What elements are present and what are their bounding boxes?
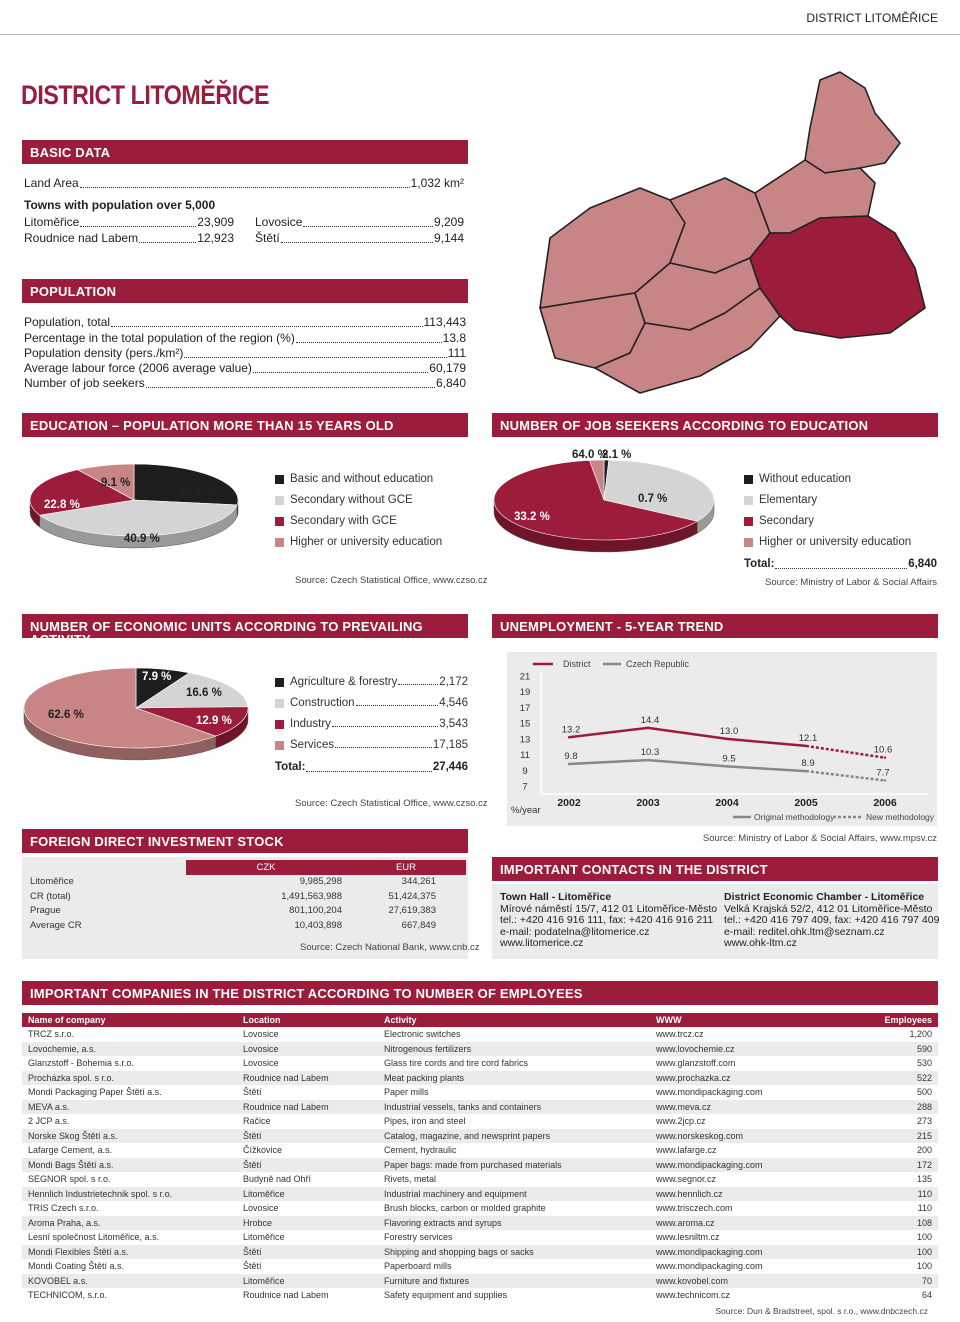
fdi-czk: 801,100,204: [289, 905, 342, 917]
col-name: Name of company: [22, 1013, 237, 1027]
company-activity: Pipes, iron and steel: [384, 1116, 466, 1127]
fdi-col-czk: CZK: [186, 860, 346, 875]
company-employees: 1,200: [909, 1029, 932, 1040]
company-location: Račice: [243, 1116, 271, 1127]
table-row: [22, 1187, 938, 1202]
company-activity: Shipping and shopping bags or sacks: [378, 1245, 650, 1260]
fdi-name: Prague: [30, 905, 61, 917]
contact-phone: tel.: +420 416 797 409, fax: +420 416 797 409: [724, 914, 940, 926]
education-source: Source: Czech Statistical Office, www.czso.cz: [295, 575, 488, 586]
fdi-czk: 1,491,563,988: [281, 890, 342, 902]
table-row: [22, 1259, 938, 1274]
companies-header: IMPORTANT COMPANIES IN THE DISTRICT ACCORDING TO NUMBER OF EMPLOYEES: [22, 981, 938, 1005]
map-region-north: [805, 72, 900, 173]
unemployment-line-chart: [507, 652, 937, 826]
legend-item: Agriculture & forestry 2,172: [275, 676, 468, 688]
series-point: [805, 745, 807, 747]
company-www[interactable]: www.lesniltm.cz: [656, 1232, 720, 1243]
fdi-row: [26, 889, 466, 904]
company-location: Čížkovice: [243, 1145, 283, 1156]
table-row: [22, 1129, 938, 1144]
fdi-eur: 344,261: [401, 876, 436, 888]
company-name: Hennlich Industrietechnik spol. s r.o.: [22, 1187, 237, 1202]
series-point: [805, 770, 807, 772]
legend-item: Secondary without GCE: [275, 494, 413, 506]
x-tick-label: 2005: [794, 797, 818, 809]
legend-swatch: [744, 517, 753, 526]
company-activity: Safety equipment and supplies: [384, 1290, 508, 1301]
town-row: Štětí 9,144: [255, 231, 464, 245]
company-employees: 522: [830, 1071, 938, 1086]
series-point: [884, 757, 886, 759]
company-employees: 530: [916, 1058, 932, 1069]
legend-item: Secondary: [744, 515, 814, 527]
x-tick-label: 2003: [636, 797, 660, 809]
company-location: Štětí: [237, 1158, 378, 1173]
company-employees: 64: [921, 1290, 932, 1301]
table-row: [22, 1288, 938, 1303]
company-employees: 110: [830, 1187, 938, 1202]
company-employees: 100: [916, 1232, 932, 1243]
education-pie-chart: [24, 460, 254, 560]
company-location: Roudnice nad Labem: [237, 1071, 378, 1086]
y-tick-label: 17: [519, 702, 531, 714]
pie-value-label: 9.1 %: [101, 477, 131, 489]
series-point: [884, 779, 886, 781]
town-row: Roudnice nad Labem 12,923: [24, 231, 234, 245]
company-name: Mondi Flexibles Štětí a.s.: [22, 1245, 237, 1260]
legend-swatch: [744, 475, 753, 484]
pie-value-label: 27.2 %: [179, 487, 215, 499]
legend-swatch: [744, 538, 753, 547]
table-row: [22, 1114, 938, 1129]
table-row: [22, 1274, 938, 1289]
fdi-header-row: [26, 860, 466, 875]
company-location: Štětí: [237, 1245, 378, 1260]
legend-swatch: [275, 475, 284, 484]
legend-item: Without education: [744, 473, 851, 485]
series-point: [726, 765, 728, 767]
series-point: [568, 736, 570, 738]
legend-swatch: [744, 496, 753, 505]
company-www[interactable]: www.segnor.cz: [656, 1174, 717, 1185]
company-location: Litoměřice: [243, 1232, 285, 1243]
pie-value-label: 0.7 %: [638, 493, 668, 505]
table-row: [22, 1027, 938, 1042]
legend-item: Basic and without education: [275, 473, 433, 485]
pie-value-label: 22.8 %: [44, 499, 80, 511]
population-row: Average labour force (2006 average value) 60,179: [24, 361, 466, 375]
contact-name: District Economic Chamber - Litoměřice: [724, 891, 925, 903]
fdi-source: Source: Czech National Bank, www.cnb.cz: [300, 942, 480, 953]
company-activity: Rivets, metal: [384, 1174, 437, 1185]
company-name: Lafarge Cement, a.s.: [28, 1145, 113, 1156]
contact-chamber: [724, 892, 939, 950]
company-www[interactable]: www.meva.cz: [650, 1100, 830, 1115]
x-tick-label: 2004: [715, 797, 739, 809]
legend-item: Construction 4,546: [275, 697, 468, 709]
legend-label: District: [563, 659, 591, 669]
fdi-row: [26, 904, 466, 919]
contacts-header: IMPORTANT CONTACTS IN THE DISTRICT: [492, 857, 938, 881]
contact-name: Town Hall - Litoměřice: [500, 891, 612, 903]
fdi-czk: 10,403,898: [294, 919, 342, 931]
unemployment-source: Source: Ministry of Labor & Social Affairs, www.mpsv.cz: [702, 833, 937, 844]
legend-label: Original methodology: [754, 812, 835, 822]
company-www[interactable]: www.lafarge.cz: [656, 1145, 717, 1156]
legend-swatch: [275, 699, 284, 708]
company-employees: 110: [917, 1203, 932, 1214]
table-row: [22, 1172, 938, 1187]
company-name: Mondi Coating Štětí a.s.: [28, 1261, 125, 1272]
company-activity: Flavoring extracts and syrups: [378, 1216, 650, 1231]
fdi-eur: 667,849: [401, 919, 436, 931]
series-point: [726, 738, 728, 740]
col-www: WWW: [650, 1013, 830, 1027]
economic-units-pie-chart: [20, 660, 260, 780]
fdi-name: Litoměřice: [30, 876, 74, 888]
header-rule: [0, 34, 960, 35]
company-www[interactable]: www.2jcp.cz: [656, 1116, 706, 1127]
company-activity: Industrial vessels, tanks and containers: [378, 1100, 650, 1115]
table-row: [22, 1201, 938, 1216]
company-www[interactable]: www.prochazka.cz: [650, 1071, 830, 1086]
pie-value-label: 62.6 %: [48, 709, 84, 721]
data-label: 8.9: [801, 758, 815, 770]
y-tick-label: 13: [519, 734, 531, 746]
data-label: 10.6: [873, 744, 893, 756]
fdi-row: [26, 918, 466, 933]
company-name: TRCZ s.r.o.: [28, 1029, 75, 1040]
company-www[interactable]: www.trcz.cz: [656, 1029, 704, 1040]
data-label: 13.2: [561, 724, 581, 736]
table-row: [22, 1071, 938, 1086]
company-location: Budyně nad Ohří: [243, 1174, 312, 1185]
company-www[interactable]: www.mondipackaging.com: [656, 1087, 763, 1098]
education-header: EDUCATION – POPULATION MORE THAN 15 YEARS OLD: [22, 413, 468, 437]
company-employees: 108: [830, 1216, 938, 1231]
economic-units-total: Total: 27,446: [275, 761, 468, 773]
legend-item: Industry 3,543: [275, 718, 468, 730]
company-name: Mondi Packaging Paper Štětí a.s.: [28, 1087, 162, 1098]
job-seekers-pie-chart: [490, 442, 730, 562]
company-location: Roudnice nad Labem: [243, 1290, 329, 1301]
legend-swatch: [275, 517, 284, 526]
y-tick-label: 21: [519, 671, 531, 683]
series-line-new-method: [806, 771, 885, 780]
company-activity: Glass tire cords and tire cord fabrics: [384, 1058, 529, 1069]
table-row: [22, 1216, 938, 1231]
legend-swatch: [275, 678, 284, 687]
table-row: [22, 1100, 938, 1115]
company-activity: Furniture and fixtures: [378, 1274, 650, 1289]
fdi-name: Average CR: [30, 919, 82, 931]
company-activity: Nitrogenous fertilizers: [378, 1042, 650, 1057]
legend-swatch: [275, 538, 284, 547]
contact-email[interactable]: e-mail: reditel.ohk.ltm@seznam.cz: [724, 925, 885, 938]
y-tick-label: 19: [519, 687, 531, 699]
company-www[interactable]: www.mondipackaging.com: [650, 1245, 830, 1260]
population-row: Population, total 113,443: [24, 315, 466, 329]
company-employees: 500: [916, 1087, 932, 1098]
fdi-eur: 27,619,383: [388, 905, 436, 917]
legend-label: Czech Republic: [626, 659, 690, 669]
company-activity: Industrial machinery and equipment: [378, 1187, 650, 1202]
table-row: [22, 1085, 938, 1100]
population-row: Number of job seekers 6,840: [24, 376, 466, 390]
company-employees: 590: [830, 1042, 938, 1057]
col-activity: Activity: [378, 1013, 650, 1027]
company-www[interactable]: www.trisczech.com: [656, 1203, 733, 1214]
legend-swatch: [275, 741, 284, 750]
company-name: Lesní společnost Litoměřice, a.s.: [28, 1232, 160, 1243]
legend-swatch: [275, 496, 284, 505]
company-name: MEVA a.s.: [22, 1100, 237, 1115]
company-location: Štětí: [243, 1087, 262, 1098]
company-name: Mondi Bags Štětí a.s.: [22, 1158, 237, 1173]
table-row: [22, 1158, 938, 1173]
company-location: Lovosice: [243, 1029, 279, 1040]
company-name: Aroma Praha, a.s.: [22, 1216, 237, 1231]
series-point: [568, 763, 570, 765]
data-label: 13.0: [719, 725, 739, 737]
contact-phone: tel.: +420 416 916 111, fax: +420 416 916 211: [500, 914, 714, 926]
y-tick-label: 9: [522, 765, 528, 777]
data-label: 10.3: [640, 747, 660, 759]
pie-value-label: 64.0 %: [572, 449, 608, 461]
company-employees: 70: [830, 1274, 938, 1289]
company-name: Glanzstoff - Bohemia s.r.o.: [28, 1058, 134, 1069]
data-label: 9.5: [722, 753, 736, 765]
company-www[interactable]: www.kovobel.com: [650, 1274, 830, 1289]
x-tick-label: 2006: [873, 797, 897, 809]
data-label: 7.7: [876, 767, 890, 779]
series-line: [569, 760, 806, 771]
col-employees: Employees: [830, 1013, 938, 1027]
series-point: [647, 727, 649, 729]
company-www[interactable]: www.technicom.cz: [656, 1290, 731, 1301]
company-activity: Catalog, magazine, and newsprint papers: [378, 1129, 650, 1144]
company-employees: 215: [830, 1129, 938, 1144]
job-seekers-total: Total: 6,840: [744, 558, 937, 570]
fdi-table: [26, 860, 466, 933]
company-name: 2 JCP a.s.: [28, 1116, 70, 1127]
company-location: Štětí: [243, 1261, 262, 1272]
contact-address: Velká Krajská 52/2, 412 01 Litoměřice-Město: [724, 902, 933, 915]
company-www[interactable]: www.hennlich.cz: [650, 1187, 830, 1202]
y-tick-label: 15: [519, 718, 531, 730]
town-row: Litoměřice 23,909: [24, 215, 234, 229]
fdi-corner: [26, 860, 186, 875]
col-location: Location: [237, 1013, 378, 1027]
population-row: Percentage in the total population of the region (%) 13.8: [24, 331, 466, 345]
town-row: Lovosice 9,209: [255, 215, 464, 229]
company-activity: Forestry services: [384, 1232, 453, 1243]
y-axis-label: %/year: [511, 805, 541, 816]
company-location: Litoměřice: [237, 1274, 378, 1289]
company-activity: Cement, hydraulic: [384, 1145, 457, 1156]
company-location: Litoměřice: [237, 1187, 378, 1202]
company-employees: 100: [916, 1261, 932, 1272]
unemployment-header: UNEMPLOYMENT - 5-YEAR TREND: [492, 614, 938, 638]
table-row: [22, 1230, 938, 1245]
pie-value-label: 2.1 %: [602, 449, 632, 461]
data-label: 12.1: [798, 732, 818, 744]
company-employees: 200: [916, 1145, 932, 1156]
company-name: Norske Skog Štětí a.s.: [22, 1129, 237, 1144]
company-activity: Meat packing plants: [378, 1071, 650, 1086]
company-www[interactable]: www.lovochemie.cz: [650, 1042, 830, 1057]
company-www[interactable]: www.glanzstoff.com: [656, 1058, 736, 1069]
pie-value-label: 33.2 %: [514, 511, 550, 523]
company-www[interactable]: www.mondipackaging.com: [656, 1261, 763, 1272]
companies-header-row: [22, 1013, 938, 1027]
legend-item: Elementary: [744, 494, 817, 506]
job-seekers-header: NUMBER OF JOB SEEKERS ACCORDING TO EDUCATION: [492, 413, 938, 437]
population-header: POPULATION: [22, 279, 468, 303]
company-employees: 172: [830, 1158, 938, 1173]
company-name: SEGNOR spol. s r.o.: [28, 1174, 111, 1185]
company-name: Procházka spol. s r.o.: [22, 1071, 237, 1086]
company-location: Lovosice: [243, 1058, 279, 1069]
company-employees: 100: [830, 1245, 938, 1260]
fdi-header: FOREIGN DIRECT INVESTMENT STOCK: [22, 829, 468, 853]
contact-town-hall: [500, 892, 717, 950]
table-row: [22, 1245, 938, 1260]
table-row: [22, 1042, 938, 1057]
company-name: KOVOBEL a.s.: [22, 1274, 237, 1289]
fdi-czk: 9,985,298: [299, 876, 342, 888]
company-www[interactable]: www.aroma.cz: [650, 1216, 830, 1231]
companies-source: Source: Dun & Bradstreet, spol. s r.o., www.dnbczech.cz: [715, 1306, 928, 1316]
series-point: [647, 759, 649, 761]
company-activity: Paper mills: [384, 1087, 429, 1098]
company-employees: 135: [916, 1174, 932, 1185]
towns-heading: Towns with population over 5,000: [24, 198, 216, 212]
running-title: DISTRICT LITOMĚŘICE: [806, 11, 938, 25]
legend-item: Services 17,185: [275, 739, 468, 751]
pie-value-label: 7.9 %: [142, 671, 172, 683]
data-label: 9.8: [564, 751, 578, 762]
company-name: TECHNICOM, s.r.o.: [28, 1290, 108, 1301]
table-row: [22, 1056, 938, 1071]
y-tick-label: 7: [522, 781, 528, 793]
economic-units-source: Source: Czech Statistical Office, www.czso.cz: [295, 798, 488, 809]
company-location: Roudnice nad Labem: [237, 1100, 378, 1115]
company-activity: Brush blocks, carbon or molded graphite: [384, 1203, 546, 1214]
y-tick-label: 11: [520, 750, 530, 762]
company-name: TRIS Czech s.r.o.: [28, 1203, 99, 1214]
contact-web[interactable]: www.ohk-ltm.cz: [724, 937, 797, 949]
company-location: Štětí: [237, 1129, 378, 1144]
fdi-name: CR (total): [30, 890, 71, 902]
legend-item: Higher or university education: [275, 536, 442, 548]
contact-web[interactable]: www.litomerice.cz: [500, 937, 584, 949]
pie-value-label: 40.9 %: [124, 533, 160, 545]
basic-data-header: BASIC DATA: [22, 140, 468, 164]
x-tick-label: 2002: [557, 797, 581, 809]
company-activity: Electronic switches: [384, 1029, 461, 1040]
data-label: 14.4: [640, 714, 660, 726]
company-employees: 288: [830, 1100, 938, 1115]
page-title: DISTRICT LITOMĚŘICE: [21, 80, 270, 110]
district-map: [520, 68, 950, 398]
company-activity: Paperboard mills: [384, 1261, 452, 1272]
legend-item: Secondary with GCE: [275, 515, 397, 527]
company-name: Lovochemie, a.s.: [22, 1042, 237, 1057]
fdi-col-eur: EUR: [346, 860, 466, 875]
companies-table: [22, 1013, 938, 1303]
fdi-eur: 51,424,375: [388, 890, 436, 902]
land-area-row: Land Area 1,032 km²: [24, 176, 464, 190]
company-employees: 273: [916, 1116, 932, 1127]
legend-item: Higher or university education: [744, 536, 911, 548]
company-location: Lovosice: [243, 1203, 279, 1214]
fdi-row: [26, 875, 466, 890]
company-www[interactable]: www.mondipackaging.com: [650, 1158, 830, 1173]
population-row: Population density (pers./km²) 111: [24, 346, 466, 360]
legend-swatch: [275, 720, 284, 729]
company-activity: Paper bags: made from purchased materials: [378, 1158, 650, 1173]
contact-email[interactable]: e-mail: podatelna@litomerice.cz: [500, 925, 650, 938]
legend-label: New methodology: [866, 812, 935, 822]
contact-address: Mírové náměstí 15/7, 412 01 Litoměřice-Město: [500, 902, 718, 915]
pie-value-label: 16.6 %: [186, 687, 222, 699]
table-row: [22, 1143, 938, 1158]
company-location: Lovosice: [237, 1042, 378, 1057]
company-location: Hrobce: [237, 1216, 378, 1231]
economic-units-header: NUMBER OF ECONOMIC UNITS ACCORDING TO PREVAILING ACTIVITY: [22, 614, 468, 638]
company-www[interactable]: www.norskeskog.com: [650, 1129, 830, 1144]
pie-value-label: 12.9 %: [196, 715, 232, 727]
job-seekers-source: Source: Ministry of Labor & Social Affairs: [765, 577, 937, 588]
